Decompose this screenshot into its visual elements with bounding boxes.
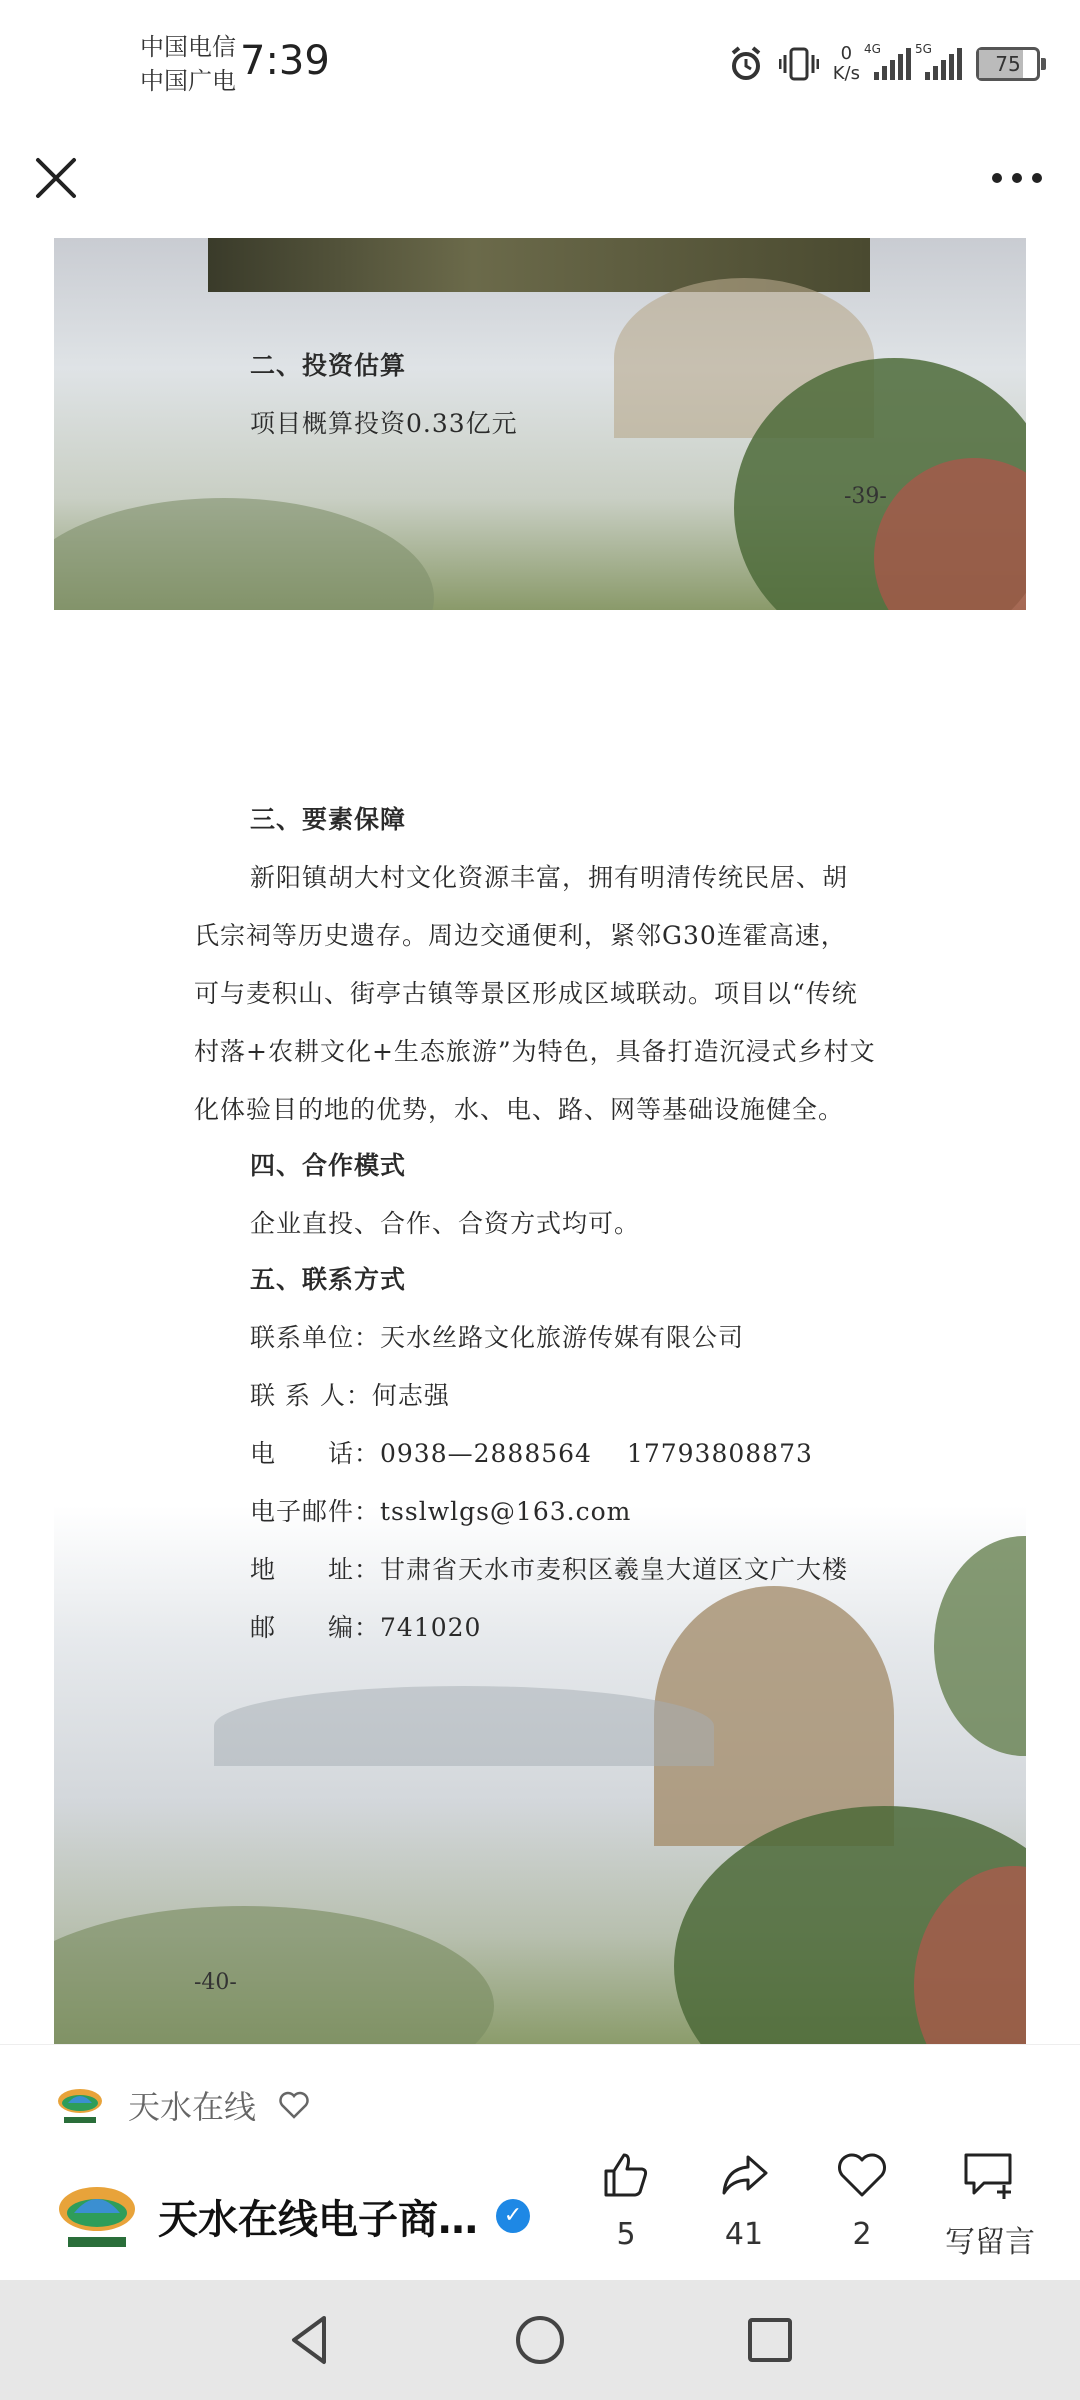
net-speed-unit: K/s xyxy=(832,63,860,84)
account-row[interactable] xyxy=(54,2075,310,2135)
back-icon[interactable] xyxy=(280,2310,340,2370)
like-count: 5 xyxy=(616,2217,636,2252)
signal-1-tag: 4G xyxy=(864,42,881,56)
comment-add-icon xyxy=(962,2149,1018,2201)
section-heading-contact: 五、联系方式 xyxy=(250,1265,407,1294)
contact-email: 电子邮件：tsslwlgs@163.com xyxy=(250,1497,632,1526)
share-icon xyxy=(718,2149,770,2201)
section-heading-investment: 二、投资估算 xyxy=(250,351,407,380)
section-heading-cooperation: 四、合作模式 xyxy=(250,1151,407,1180)
signal-icon-2 xyxy=(915,42,962,80)
battery-level: 75 xyxy=(995,52,1021,76)
close-icon[interactable] xyxy=(30,152,82,204)
document-page-40 xyxy=(54,1506,1026,2044)
contact-unit: 联系单位：天水丝路文化旅游传媒有限公司 xyxy=(250,1323,745,1352)
account-name: 天水在线 xyxy=(128,2088,257,2126)
home-icon[interactable] xyxy=(510,2310,570,2370)
like-button[interactable] xyxy=(586,2145,666,2261)
carrier-2: 中国广电 xyxy=(140,67,236,95)
investment-text: 项目概算投资0.33亿元 xyxy=(250,409,518,438)
action-buttons xyxy=(586,2145,1040,2261)
more-icon[interactable] xyxy=(992,168,1048,188)
favorite-button[interactable] xyxy=(822,2145,902,2261)
comment-button[interactable] xyxy=(940,2145,1040,2261)
contact-address: 地 址：甘肃省天水市麦积区羲皇大道区文广大楼 xyxy=(250,1555,849,1584)
status-bar xyxy=(0,0,1080,130)
thumbs-up-icon xyxy=(600,2149,652,2201)
account-logo xyxy=(54,2079,106,2131)
article-content xyxy=(0,238,1080,2044)
clock: 7:39 xyxy=(240,38,330,84)
alarm-icon xyxy=(727,45,765,83)
recents-icon[interactable] xyxy=(740,2310,800,2370)
share-button[interactable] xyxy=(704,2145,784,2261)
carrier-1: 中国电信 xyxy=(140,33,236,61)
system-nav-bar xyxy=(0,2280,1080,2400)
contact-postcode: 邮 编：741020 xyxy=(250,1613,482,1642)
share-count: 41 xyxy=(724,2217,764,2252)
document-page-39 xyxy=(54,238,1026,610)
contact-person: 联 系 人：何志强 xyxy=(250,1381,450,1410)
article-bottom-bar xyxy=(0,2044,1080,2281)
signal-2-tag: 5G xyxy=(915,42,932,56)
resources-line-1: 新阳镇胡大村文化资源丰富，拥有明清传统民居、胡 xyxy=(250,863,849,892)
page-number-39: -39- xyxy=(844,484,887,509)
verified-icon: ✓ xyxy=(496,2199,530,2233)
net-speed xyxy=(833,44,860,84)
carrier-info xyxy=(140,30,236,98)
resources-line-2: 氏宗祠等历史遗存。周边交通便利，紧邻G30连霍高速， xyxy=(194,921,847,950)
battery-icon xyxy=(976,47,1040,81)
favorite-count: 2 xyxy=(852,2217,872,2252)
page-number-40: -40- xyxy=(194,1970,237,1995)
section-heading-resources: 三、要素保障 xyxy=(250,805,407,834)
article-header xyxy=(0,130,1080,239)
publisher-logo xyxy=(54,2173,140,2259)
net-speed-value: 0 xyxy=(840,43,853,64)
status-icons xyxy=(727,44,1040,84)
vibrate-icon xyxy=(779,45,819,83)
heart-outline-icon[interactable] xyxy=(278,2090,310,2120)
resources-line-3: 可与麦积山、街亭古镇等景区形成区域联动。项目以“传统 xyxy=(194,979,858,1008)
resources-line-5: 化体验目的地的优势，水、电、路、网等基础设施健全。 xyxy=(194,1095,845,1124)
comment-label: 写留言 xyxy=(945,2225,1035,2260)
heart-icon xyxy=(836,2151,888,2199)
cooperation-text: 企业直投、合作、合资方式均可。 xyxy=(250,1209,641,1238)
publisher-name: 天水在线电子商… xyxy=(158,2196,478,2243)
resources-line-4: 村落+农耕文化+生态旅游”为特色，具备打造沉浸式乡村文 xyxy=(194,1037,876,1066)
contact-phone: 电 话：0938—2888564 17793808873 xyxy=(250,1439,813,1468)
signal-icon xyxy=(864,42,911,80)
publisher-row[interactable] xyxy=(54,2161,530,2271)
